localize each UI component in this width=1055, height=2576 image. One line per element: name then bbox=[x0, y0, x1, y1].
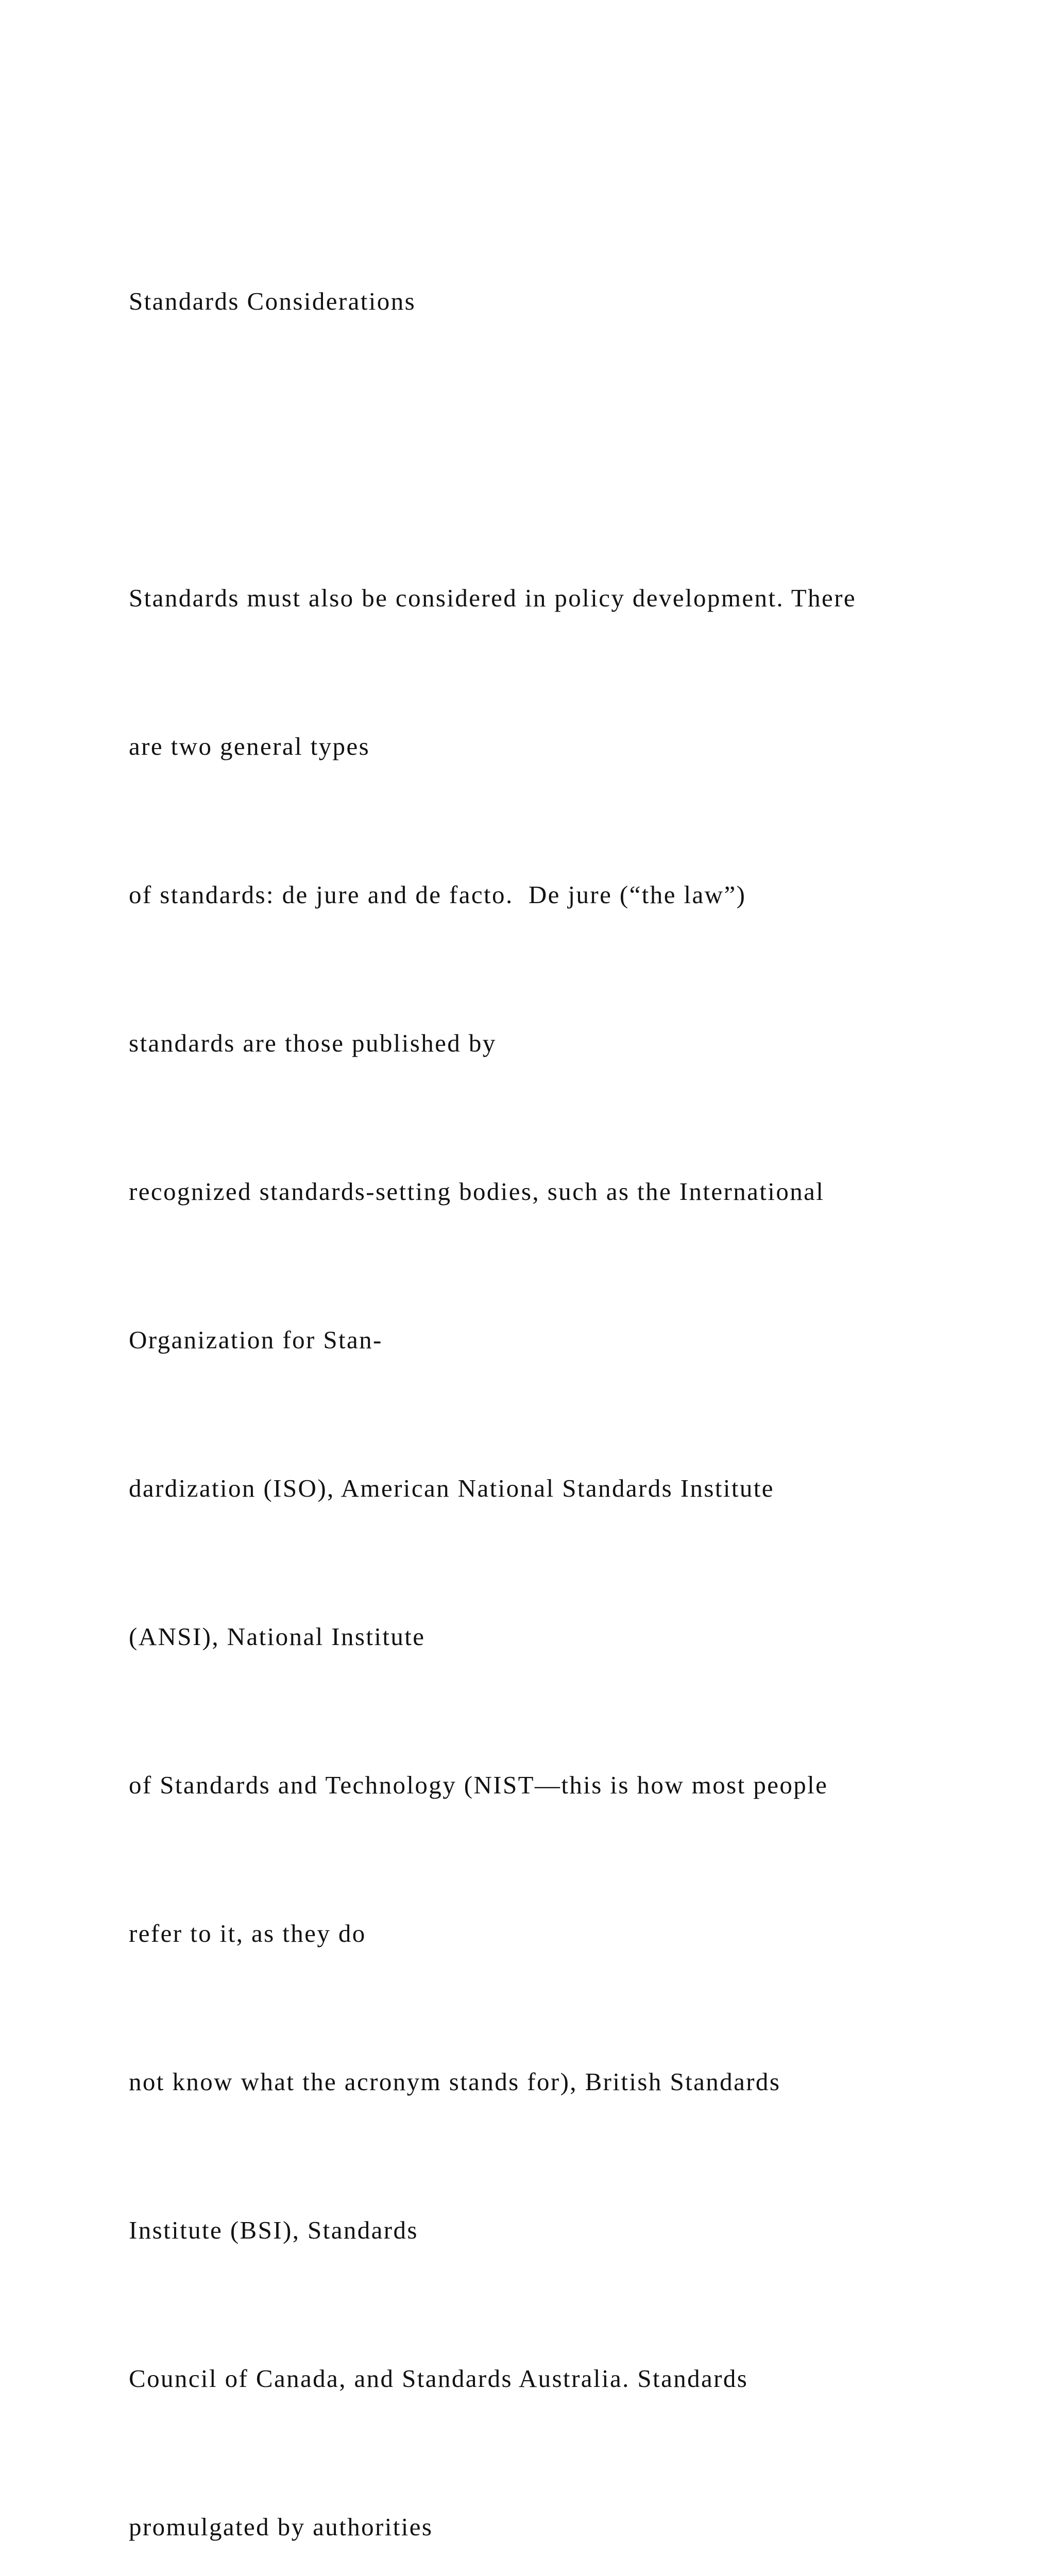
text-line: Standards must also be considered in policy development. There bbox=[129, 584, 857, 612]
text-line: of Standards and Technology (NIST—this is how most people bbox=[129, 1771, 828, 1799]
text-line: (ANSI), National Institute bbox=[129, 1622, 426, 1651]
text-line: Council of Canada, and Standards Australia. Standards bbox=[129, 2364, 748, 2393]
document-body bbox=[129, 178, 1035, 2576]
text-line: Organization for Stan- bbox=[129, 1326, 383, 1354]
text-line: of standards: de jure and de facto. De jure (“the law”) bbox=[129, 880, 746, 909]
text-line: refer to it, as they do bbox=[129, 1919, 366, 1947]
text-line: promulgated by authorities bbox=[129, 2513, 433, 2541]
text-line: standards are those published by bbox=[129, 1029, 497, 1057]
text-line: not know what the acronym stands for), British Standards bbox=[129, 2067, 781, 2096]
text-line: dardization (ISO), American National Standards Institute bbox=[129, 1474, 774, 1502]
text-line: recognized standards-setting bodies, such as the International bbox=[129, 1177, 825, 1206]
text-line: are two general types bbox=[129, 732, 370, 760]
blank-line bbox=[129, 425, 1035, 474]
text-line: Institute (BSI), Standards bbox=[129, 2216, 418, 2244]
section-heading: Standards Considerations bbox=[129, 287, 416, 315]
